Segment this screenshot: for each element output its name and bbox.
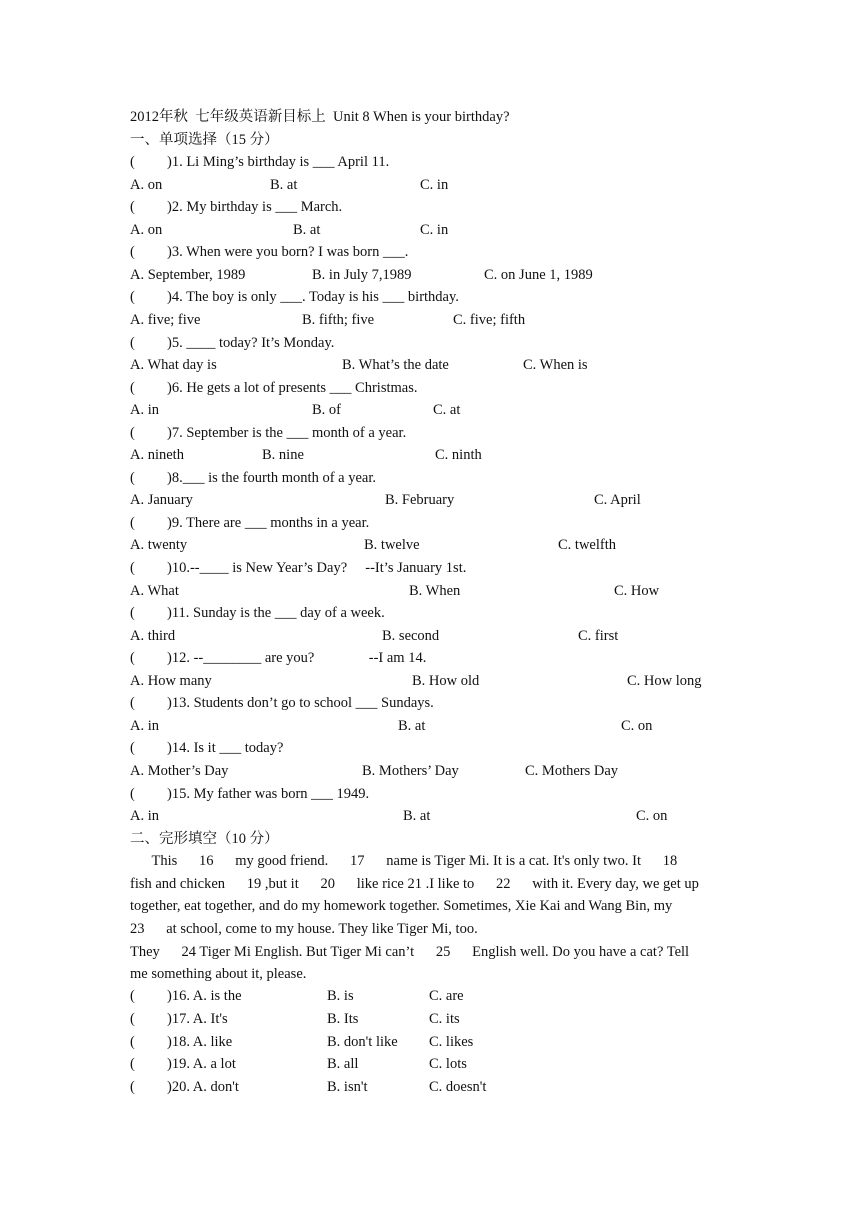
option-a: A. in — [130, 717, 159, 734]
option-b: B. at — [398, 717, 426, 734]
cloze-option-a: )20. A. don't — [167, 1078, 239, 1095]
question-text: )12. --________ are you? --I am 14. — [167, 650, 427, 667]
option-c: C. ninth — [435, 447, 482, 464]
option-b: B. at — [403, 808, 431, 825]
option-c: C. April — [594, 492, 641, 509]
answer-paren: ( — [130, 988, 135, 1005]
answer-paren: ( — [130, 379, 135, 396]
question-text: )3. When were you born? I was born ___. — [167, 244, 409, 261]
cloze-option-a: )16. A. is the — [167, 988, 242, 1005]
option-c: C. on June 1, 1989 — [484, 266, 593, 283]
option-c: C. on — [621, 717, 653, 734]
option-a: A. five; five — [130, 311, 201, 328]
option-a: A. on — [130, 176, 163, 193]
option-a: A. Mother’s Day — [130, 762, 229, 779]
option-c: C. in — [420, 176, 449, 193]
answer-paren: ( — [130, 695, 135, 712]
option-c: C. five; fifth — [453, 311, 526, 328]
option-a: A. January — [130, 492, 193, 509]
question-text: )15. My father was born ___ 1949. — [167, 785, 370, 802]
question-text: )7. September is the ___ month of a year. — [167, 424, 407, 441]
option-a: A. What — [130, 582, 179, 599]
section-heading-2: 二、完形填空（10 分） — [130, 830, 279, 847]
option-c: C. How long — [627, 672, 702, 689]
answer-paren: ( — [130, 199, 135, 216]
option-a: A. September, 1989 — [130, 266, 246, 283]
question-text: )2. My birthday is ___ March. — [167, 199, 343, 216]
answer-paren: ( — [130, 424, 135, 441]
answer-paren: ( — [130, 1078, 135, 1095]
cloze-option-b: B. is — [327, 988, 354, 1005]
option-b: B. second — [382, 627, 440, 644]
cloze-option-b: B. don't like — [327, 1033, 398, 1050]
question-text: )4. The boy is only ___. Today is his ___ birthday. — [167, 289, 459, 306]
answer-paren: ( — [130, 650, 135, 667]
cloze-option-a: )18. A. like — [167, 1033, 233, 1050]
cloze-option-b: B. all — [327, 1056, 359, 1073]
passage-line: me something about it, please. — [130, 966, 307, 983]
cloze-option-a: )19. A. a lot — [167, 1056, 236, 1073]
question-text: )9. There are ___ months in a year. — [167, 514, 370, 531]
question-text: )6. He gets a lot of presents ___ Christmas. — [167, 379, 418, 396]
cloze-option-c: C. doesn't — [429, 1078, 487, 1095]
passage-line: fish and chicken 19 ,but it 20 like rice 21 .I like to 22 with it. Every day, we get up — [130, 875, 699, 892]
option-b: B. of — [312, 402, 341, 419]
passage-line: This 16 my good friend. 17 name is Tiger Mi. It is a cat. It's only two. It 18 — [130, 853, 678, 870]
question-text: )5. ____ today? It’s Monday. — [167, 334, 335, 351]
passage-line: together, eat together, and do my homework together. Sometimes, Xie Kai and Wang Bin, my — [130, 898, 673, 915]
answer-paren: ( — [130, 1011, 135, 1027]
question-text: )1. Li Ming’s birthday is ___ April 11. — [167, 154, 390, 171]
option-a: A. How many — [130, 672, 212, 689]
option-a: A. twenty — [130, 537, 188, 554]
option-a: A. nineth — [130, 447, 184, 464]
option-b: B. How old — [412, 672, 480, 689]
question-text: )10.--____ is New Year’s Day? --It’s January 1st. — [167, 560, 467, 576]
option-a: A. What day is — [130, 357, 217, 374]
answer-paren: ( — [130, 469, 135, 486]
option-c: C. in — [420, 221, 449, 238]
answer-paren: ( — [130, 289, 135, 306]
option-a: A. third — [130, 627, 176, 644]
question-text: )8.___ is the fourth month of a year. — [167, 469, 376, 486]
option-a: A. on — [130, 221, 163, 238]
cloze-option-b: B. Its — [327, 1011, 359, 1027]
cloze-passage — [130, 850, 732, 986]
question-text: )11. Sunday is the ___ day of a week. — [167, 605, 385, 622]
option-b: B. What’s the date — [342, 357, 449, 374]
option-b: B. at — [270, 176, 298, 193]
answer-paren: ( — [130, 1033, 135, 1050]
answer-paren: ( — [130, 244, 135, 261]
cloze-option-c: C. its — [429, 1011, 460, 1027]
option-b: B. February — [385, 492, 455, 509]
option-c: C. Mothers Day — [525, 762, 619, 779]
section-heading-1: 一、单项选择（15 分） — [130, 131, 279, 148]
cloze-option-c: C. are — [429, 988, 464, 1005]
answer-paren: ( — [130, 560, 135, 576]
cloze-option-c: C. likes — [429, 1033, 474, 1050]
option-c: C. first — [578, 627, 619, 644]
answer-paren: ( — [130, 1056, 135, 1073]
option-c: C. on — [636, 808, 668, 825]
option-b: B. at — [293, 221, 321, 238]
option-b: B. in July 7,1989 — [312, 266, 412, 283]
cloze-option-a: )17. A. It's — [167, 1011, 228, 1027]
passage-line: They 24 Tiger Mi English. But Tiger Mi can’t 25 English well. Do you have a cat? Tell — [130, 943, 690, 960]
option-c: C. When is — [523, 357, 588, 374]
cloze-option-b: B. isn't — [327, 1078, 368, 1095]
answer-paren: ( — [130, 334, 135, 351]
option-b: B. fifth; five — [302, 311, 375, 328]
question-text: )14. Is it ___ today? — [167, 740, 284, 757]
question-text: )13. Students don’t go to school ___ Sundays. — [167, 695, 434, 712]
option-c: C. twelfth — [558, 537, 616, 554]
page-title: 2012年秋 七年级英语新目标上 Unit 8 When is your birthday? — [130, 109, 510, 125]
answer-paren: ( — [130, 785, 135, 802]
passage-line: 23 at school, come to my house. They like Tiger Mi, too. — [130, 920, 478, 937]
option-b: B. twelve — [364, 537, 420, 554]
option-a: A. in — [130, 402, 159, 419]
option-c: C. at — [433, 402, 461, 419]
option-a: A. in — [130, 808, 159, 825]
option-b: B. When — [409, 582, 461, 599]
answer-paren: ( — [130, 740, 135, 757]
answer-paren: ( — [130, 514, 135, 531]
answer-paren: ( — [130, 605, 135, 622]
option-b: B. Mothers’ Day — [362, 762, 459, 779]
cloze-option-c: C. lots — [429, 1056, 467, 1073]
option-c: C. How — [614, 582, 660, 599]
answer-paren: ( — [130, 154, 135, 171]
option-b: B. nine — [262, 447, 304, 464]
